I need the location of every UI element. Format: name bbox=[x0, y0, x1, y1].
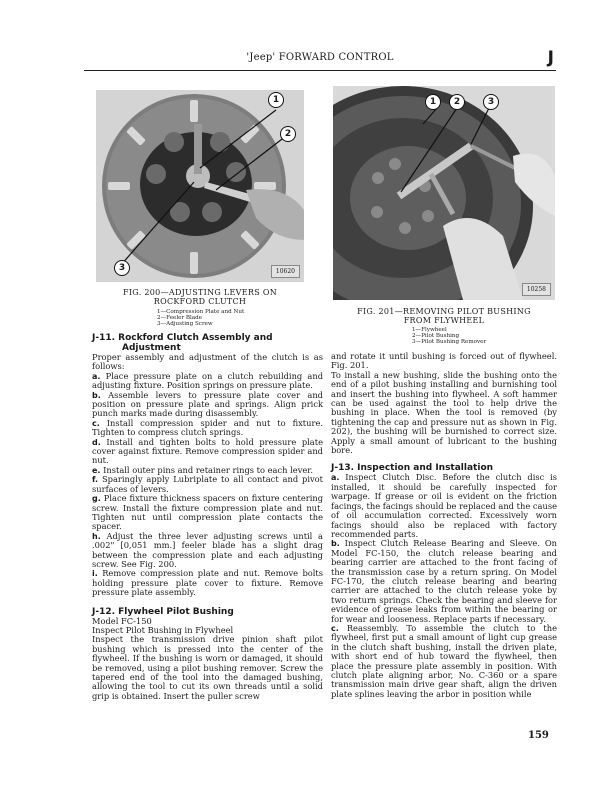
step-text: Adjust the three lever adjusting screws until a .002" [0,051 mm.] feeler blade has a slight drag between the compression plate and each adjusting screw. See Fig. 200. bbox=[92, 530, 323, 569]
step-text: Sparingly apply Lubriplate to all contact and pivot surfaces of levers. bbox=[92, 474, 324, 494]
step-label: h. bbox=[92, 531, 101, 541]
section-letter: J bbox=[547, 48, 554, 68]
step-item bbox=[331, 539, 557, 624]
step-label: b. bbox=[92, 390, 101, 400]
step-item bbox=[92, 475, 323, 494]
step-item bbox=[92, 569, 323, 597]
caption-line: FIG. 200—ADJUSTING LEVERS ON bbox=[123, 288, 277, 297]
step-label: c. bbox=[92, 418, 100, 428]
legend-item: 1—Compression Plate and Nut bbox=[157, 309, 245, 315]
step-item bbox=[92, 494, 323, 532]
section-heading-j11 bbox=[92, 333, 323, 353]
section-heading-j13: J-13. Inspection and Installation bbox=[331, 463, 494, 474]
paragraph: To install a new bushing, slide the bushing onto the end of a pilot bushing installing and burnishing tool and insert the bushing into flywheel. A soft hammer can be used against the tool to help drive the bushing in place. When the tool is removed (by tightening the cap and pressure nut as shown in Fig. 202), the bushing will be burnished to correct size. Apply a small amount of lubricant to the bushing bore. bbox=[331, 369, 557, 456]
step-text: Install outer pins and retainer rings to each lever. bbox=[103, 464, 313, 475]
paragraph: and rotate it until bushing is forced out of flywheel. Fig. 201. bbox=[331, 351, 557, 371]
step-text: Assemble levers to pressure plate cover and position on pressure plate and springs. Align prick punch marks made during disassembly. bbox=[92, 389, 323, 419]
legend-item: 1—Flywheel bbox=[412, 327, 447, 333]
caption-line: FIG. 201—REMOVING PILOT BUSHING bbox=[357, 307, 531, 316]
step-label: a. bbox=[92, 371, 101, 381]
image-number: 10620 bbox=[271, 265, 300, 278]
image-number: 10258 bbox=[522, 283, 551, 296]
legend-item: 2—Feeler Blade bbox=[157, 315, 203, 322]
step-item bbox=[92, 532, 323, 570]
legend-item: 3—Pilot Bushing Remover bbox=[412, 339, 487, 346]
step-item bbox=[92, 419, 323, 438]
step-label: i. bbox=[92, 569, 98, 579]
step-text: Remove compression plate and nut. Remove bolts holding pressure plate cover to fixture. Remove pressure plate assembly. bbox=[92, 568, 323, 598]
step-text: Place fixture thickness spacers on fixture centering screw. Install the fixture compression plate and nut. Tighten nut until compression plate contacts the spacer. bbox=[92, 493, 323, 532]
model-label: Model FC-150 bbox=[92, 615, 152, 626]
clutch-photo-illustration bbox=[96, 90, 304, 282]
page-number: 159 bbox=[528, 730, 549, 741]
subheading: Inspect Pilot Bushing in Flywheel bbox=[92, 624, 234, 635]
step-label: e. bbox=[92, 465, 101, 475]
figure-201-legend bbox=[412, 327, 486, 346]
step-label: c. bbox=[331, 623, 339, 633]
callout-3: 3 bbox=[114, 260, 130, 276]
callout-2: 2 bbox=[449, 94, 465, 110]
callout-2: 2 bbox=[280, 126, 296, 142]
step-item bbox=[92, 391, 323, 419]
callout-1: 1 bbox=[268, 92, 284, 108]
step-item bbox=[92, 372, 323, 391]
figure-200-caption bbox=[96, 288, 304, 306]
page-header bbox=[84, 48, 556, 71]
paragraph: Inspect the transmission drive pinion shaft pilot bushing which is pressed into the center of the flywheel. If the bushing is worn or damaged, it should be removed, using a pilot bushing remover. Screw the tapered end of the tool into the damaged bushing, allowing the tool to cut its own threads until a solid grip is obtained. Insert the puller screw bbox=[92, 634, 323, 701]
step-text: Inspect Clutch Disc. Before the clutch disc is installed, it should be carefully inspected for warpage. If grease or oil is evident on the friction facings, the facings should be replaced and the cause of oil accumulation corrected. Excessively worn facings should also be replaced with factory recommended parts. bbox=[331, 472, 557, 539]
step-text: Inspect Clutch Release Bearing and Sleeve. On Model FC-150, the clutch release bearing and bearing carrier are attached to the front facing of the transmission case by a return spring. On Model FC-170, the clutch release bearing and bearing carrier are attached to the clutch release yoke by two return springs. Check the bearing and sleeve for evidence of grease leaks from within the bearing or for wear and looseness. Replace parts if necessary. bbox=[331, 538, 558, 624]
step-item bbox=[331, 473, 557, 539]
step-text: Place pressure plate on a clutch rebuilding and adjusting fixture. Position springs on pressure plate. bbox=[92, 370, 324, 391]
step-text: Install and tighten bolts to hold pressure plate cover against fixture. Remove compression spider and nut. bbox=[92, 436, 323, 466]
section-heading-j12: J-12. Flywheel Pilot Bushing bbox=[92, 606, 234, 617]
step-label: d. bbox=[92, 437, 101, 447]
step-item bbox=[331, 624, 557, 699]
right-column bbox=[331, 352, 557, 699]
figure-200-legend bbox=[157, 309, 244, 328]
running-title: 'Jeep' FORWARD CONTROL bbox=[246, 52, 394, 63]
heading-line: J-11. Rockford Clutch Assembly and bbox=[92, 333, 273, 343]
left-column bbox=[92, 333, 323, 701]
step-text: Reassembly. To assemble the clutch to the flywheel, first put a small amount of light cup grease in the clutch shaft bushing, install the driven plate, with short end of hub toward the flywheel, then place the pressure plate assembly in position. With clutch plate aligning arbor, No. C-360 or a spare transmission main drive gear shaft, align the driven plate splines leaving the arbor in position while bbox=[331, 622, 557, 699]
figure-200-photo bbox=[96, 90, 304, 282]
step-text: Install compression spider and nut to fixture. Tighten to compress clutch springs. bbox=[92, 417, 323, 438]
caption-line: ROCKFORD CLUTCH bbox=[153, 297, 247, 306]
caption-line: FROM FLYWHEEL bbox=[403, 316, 485, 325]
figure-201-photo bbox=[333, 86, 555, 300]
step-label: g. bbox=[92, 494, 101, 504]
step-label: b. bbox=[331, 539, 340, 549]
intro-paragraph: Proper assembly and adjustment of the clutch is as follows: bbox=[92, 352, 323, 372]
step-label: f. bbox=[92, 475, 99, 485]
figure-201-caption bbox=[330, 307, 558, 325]
j13-steps bbox=[331, 473, 557, 699]
step-label: a. bbox=[331, 473, 340, 483]
j11-steps bbox=[92, 372, 323, 598]
callout-1: 1 bbox=[425, 94, 441, 110]
step-item bbox=[92, 438, 323, 466]
callout-3: 3 bbox=[483, 94, 499, 110]
heading-line: Adjustment bbox=[122, 343, 181, 353]
legend-item: 2—Pilot Bushing bbox=[412, 333, 460, 340]
legend-item: 3—Adjusting Screw bbox=[157, 321, 213, 328]
flywheel-photo-illustration bbox=[333, 86, 555, 300]
